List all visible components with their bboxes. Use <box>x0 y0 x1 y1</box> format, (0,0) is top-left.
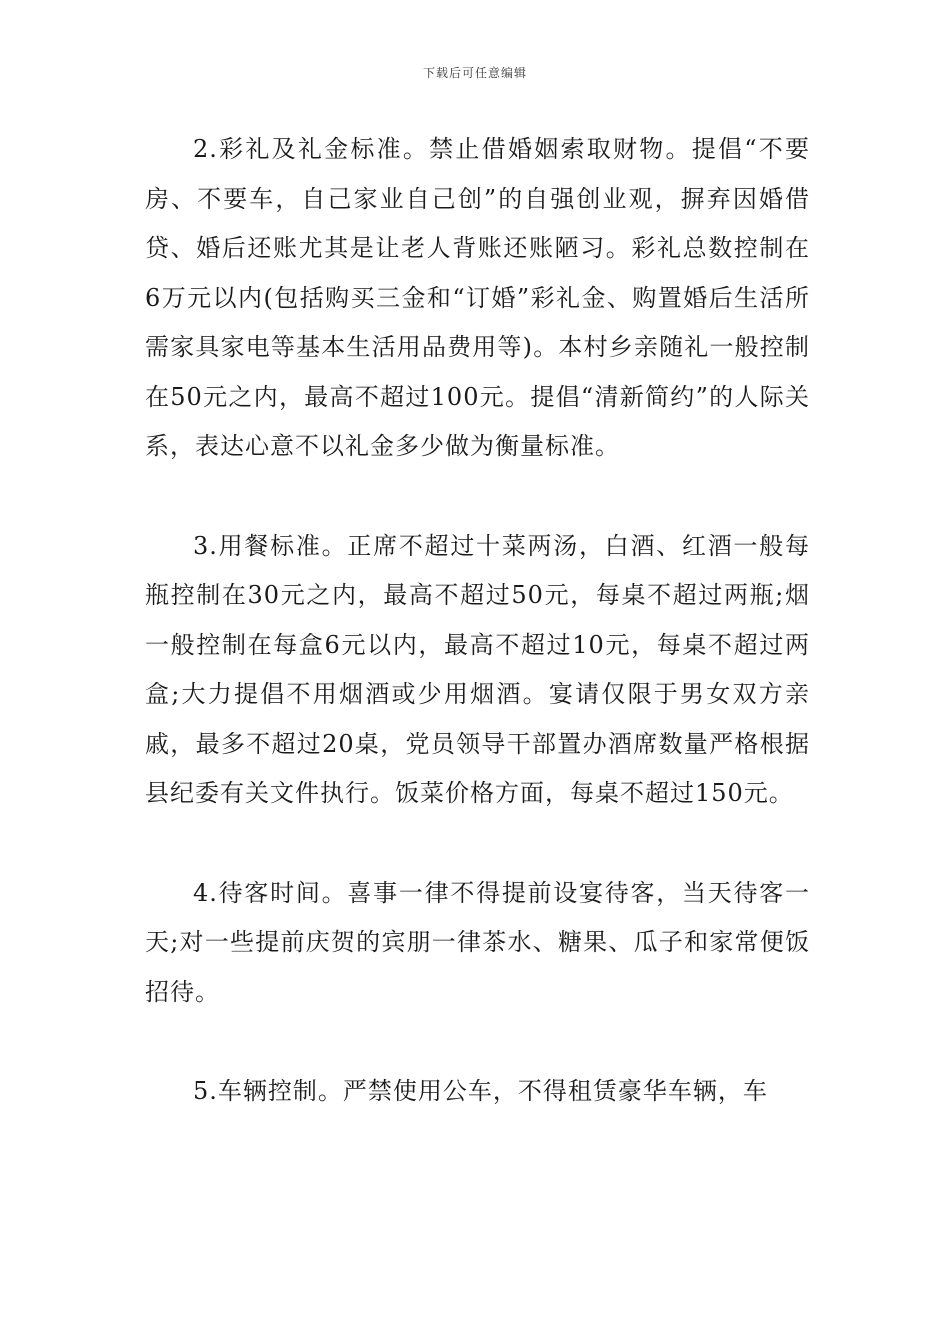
paragraph-dining-standard: 3.用餐标准。正席不超过十菜两汤，白酒、红酒一般每瓶控制在30元之内，最高不超过50元，每桌不超过两瓶;烟一般控制在每盒6元以内，最高不超过10元，每桌不超过两盒;大力提倡不用烟酒或少用烟酒。宴请仅限于男女双方亲戚，最多不超过20桌，党员领导干部置办酒席数量严格根据县纪委有关文件执行。饭菜价格方面，每桌不超过150元。 <box>145 531 810 807</box>
paragraph-bride-price: 2.彩礼及礼金标准。禁止借婚姻索取财物。提倡“不要房、不要车，自己家业自己创”的自强创业观，摒弃因婚借贷、婚后还账尤其是让老人背账还账陋习。彩礼总数控制在6万元以内(包括购买三金和“订婚”彩礼金、购置婚后生活所需家具家电等基本生活用品费用等)。本村乡亲随礼一般控制在50元之内，最高不超过100元。提倡“清新简约”的人际关系，表达心意不以礼金多少做为衡量标准。 <box>145 135 810 460</box>
document-body <box>145 125 810 1117</box>
paragraph-vehicle-control: 5.车辆控制。严禁使用公车，不得租赁豪华车辆，车 <box>193 1077 768 1105</box>
header-note: 下载后可任意编辑 <box>422 66 527 80</box>
paragraph-reception-time: 4.待客时间。喜事一律不得提前设宴待客，当天待客一天;对一些提前庆贺的宾朋一律茶水、糖果、瓜子和家常便饭招待。 <box>145 878 810 1006</box>
